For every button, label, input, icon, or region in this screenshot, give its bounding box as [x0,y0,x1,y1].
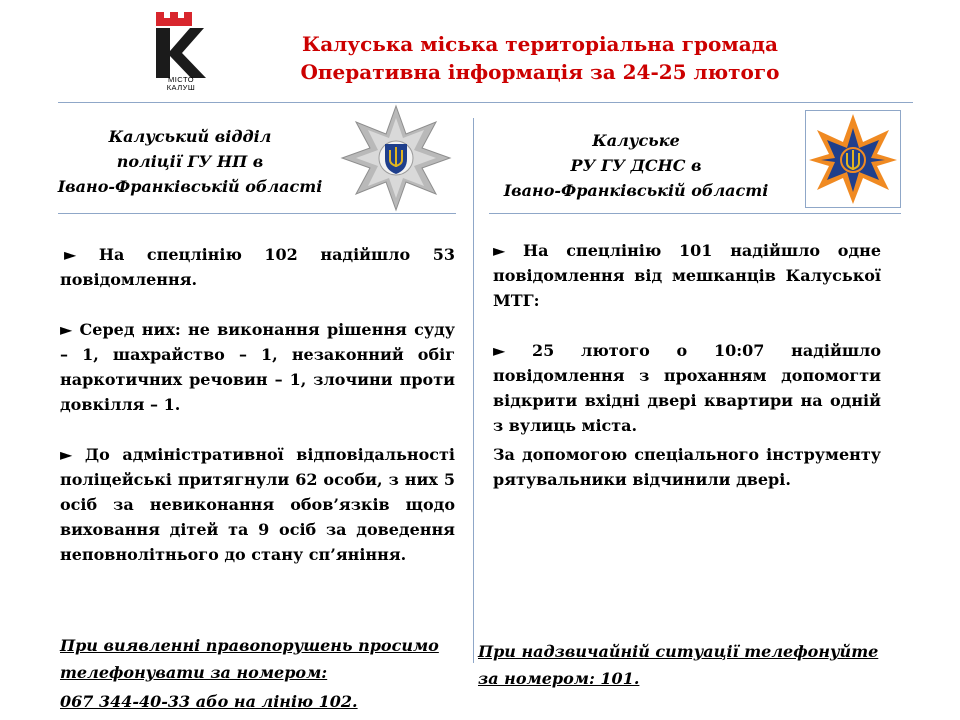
dsns-heading [490,128,782,203]
police-heading-line1: Калуський відділ [108,127,272,146]
police-star-emblem-icon [340,104,452,212]
police-contact [60,632,460,715]
dsns-contact [478,638,898,692]
page-title [200,30,880,86]
police-item-breakdown: ► Серед них: не виконання рішення суду – 1, шахрайство – 1, незаконний обіг наркотичних речовин – 1, злочини проти довкілля – 1. [60,320,455,414]
logo-k-stem [156,28,170,78]
page-title-line2: Оперативна інформація за 24-25 лютого [300,60,780,84]
police-heading-line2: поліції ГУ НП в [116,152,264,171]
police-heading-divider [58,213,456,214]
dsns-heading-line1: Калуське [592,131,680,150]
dsns-heading-divider [489,213,901,214]
top-divider [58,102,913,103]
police-contact-line2: телефонувати за номером: [60,663,328,682]
dsns-item-calls: ► На спецлінію 101 надійшло одне повідомлення від мешканців Калуської МТГ: [493,241,881,310]
column-divider [473,118,474,663]
dsns-cross-emblem-icon [805,110,901,208]
police-report [60,242,455,567]
dsns-report [493,238,881,492]
logo-crown-icon [156,12,192,26]
police-contact-phone: 067 344-40-33 або на лінію 102. [60,692,358,711]
police-contact-line1: При виявленні правопорушень просимо [60,636,439,655]
page-title-line1: Калуська міська територіальна громада [302,32,778,56]
dsns-heading-line3: Івано-Франківській області [503,181,769,200]
police-heading [55,124,325,199]
police-heading-line3: Івано-Франківській області [57,177,323,196]
dsns-contact-line1: При надзвичайній ситуації телефонуйте [478,642,879,661]
police-item-calls: ► На спецлінію 102 надійшло 53 повідомлення. [60,245,455,289]
logo-caption-line2: КАЛУШ [166,83,196,92]
dsns-heading-line2: РУ ГУ ДСНС в [570,156,702,175]
dsns-item-event: ► 25 лютого о 10:07 надійшло повідомлення з проханням допомогти відкрити вхідні двері квартири на одній з вулиць міста. [493,341,881,435]
police-item-admin: ► До адміністративної відповідальності поліцейські притягнули 62 особи, з них 5 осіб за невиконання обов’язків щодо виховання дітей та 9 осіб за доведення неповнолітнього до стану сп’яніння. [60,445,455,564]
logo-caption-line1: МІСТО [167,75,195,84]
dsns-item-result: За допомогою спеціального інструменту рятувальники відчинили двері. [493,445,881,489]
dsns-contact-line2: за номером: 101. [478,669,640,688]
